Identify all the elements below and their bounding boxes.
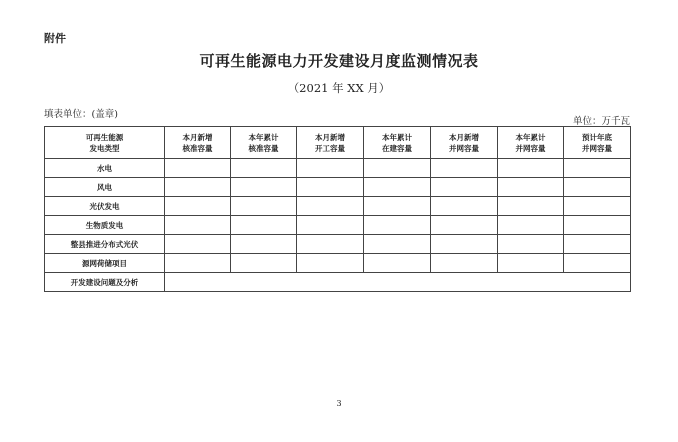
- table-cell[interactable]: [165, 254, 231, 273]
- table-cell[interactable]: [498, 235, 564, 254]
- table-cell[interactable]: [498, 178, 564, 197]
- table-cell[interactable]: [564, 197, 631, 216]
- table-row: [45, 178, 631, 197]
- table-cell[interactable]: [498, 197, 564, 216]
- table-cell[interactable]: [364, 235, 431, 254]
- table-cell[interactable]: [498, 254, 564, 273]
- table-cell[interactable]: [431, 216, 498, 235]
- table-row: [45, 235, 631, 254]
- table-cell[interactable]: [297, 254, 364, 273]
- table-cell[interactable]: [364, 178, 431, 197]
- header-cell: 本年累计 并网容量: [498, 127, 564, 159]
- table-cell[interactable]: [431, 159, 498, 178]
- table-cell[interactable]: [564, 159, 631, 178]
- row-label: 水电: [45, 159, 165, 178]
- table-cell[interactable]: [431, 197, 498, 216]
- header-cell: 本年累计 核准容量: [231, 127, 297, 159]
- analysis-cell[interactable]: [165, 273, 631, 292]
- attachment-label: 附件: [44, 32, 66, 45]
- row-label: 风电: [45, 178, 165, 197]
- document-title: 可再生能源电力开发建设月度监测情况表: [199, 52, 479, 70]
- table-cell[interactable]: [231, 216, 297, 235]
- table-cell[interactable]: [498, 216, 564, 235]
- table-cell[interactable]: [564, 216, 631, 235]
- header-cell: 本月新增 开工容量: [297, 127, 364, 159]
- table-cell[interactable]: [297, 178, 364, 197]
- table-cell[interactable]: [297, 197, 364, 216]
- table-cell[interactable]: [165, 197, 231, 216]
- row-label: 源网荷储项目: [45, 254, 165, 273]
- table-row: [45, 216, 631, 235]
- header-cell: 本年累计 在建容量: [364, 127, 431, 159]
- table-cell[interactable]: [564, 235, 631, 254]
- table-cell[interactable]: [431, 254, 498, 273]
- table-row: [45, 197, 631, 216]
- table-cell[interactable]: [231, 197, 297, 216]
- table-cell[interactable]: [364, 216, 431, 235]
- table-cell[interactable]: [564, 178, 631, 197]
- table-cell[interactable]: [165, 159, 231, 178]
- table-cell[interactable]: [165, 216, 231, 235]
- table-cell[interactable]: [564, 254, 631, 273]
- table-cell[interactable]: [364, 197, 431, 216]
- header-cell: 本月新增 核准容量: [165, 127, 231, 159]
- table-cell[interactable]: [297, 159, 364, 178]
- table-cell[interactable]: [231, 235, 297, 254]
- header-cell: 可再生能源 发电类型: [45, 127, 165, 159]
- table-row: [45, 254, 631, 273]
- document-subtitle: （2021 年 XX 月）: [287, 81, 391, 95]
- table-header-row: [45, 127, 631, 159]
- page-number: 3: [336, 399, 342, 408]
- table-cell[interactable]: [231, 178, 297, 197]
- row-label: 整县推进分布式光伏: [45, 235, 165, 254]
- table-cell[interactable]: [297, 216, 364, 235]
- table-row-analysis: [45, 273, 631, 292]
- table-cell[interactable]: [231, 254, 297, 273]
- row-label: 开发建设问题及分析: [45, 273, 165, 292]
- table-cell[interactable]: [431, 178, 498, 197]
- table-cell[interactable]: [364, 159, 431, 178]
- row-label: 光伏发电: [45, 197, 165, 216]
- table-cell[interactable]: [165, 235, 231, 254]
- unit-label: 单位：万千瓦: [572, 116, 630, 127]
- table-cell[interactable]: [231, 159, 297, 178]
- row-label: 生物质发电: [45, 216, 165, 235]
- filling-unit-label: 填表单位：(盖章): [44, 109, 118, 120]
- header-cell: 本月新增 并网容量: [431, 127, 498, 159]
- table-cell[interactable]: [297, 235, 364, 254]
- table-row: [45, 159, 631, 178]
- table-cell[interactable]: [364, 254, 431, 273]
- table-cell[interactable]: [498, 159, 564, 178]
- table-cell[interactable]: [431, 235, 498, 254]
- monitoring-table: [44, 126, 631, 292]
- table-cell[interactable]: [165, 178, 231, 197]
- header-cell: 预计年底 并网容量: [564, 127, 631, 159]
